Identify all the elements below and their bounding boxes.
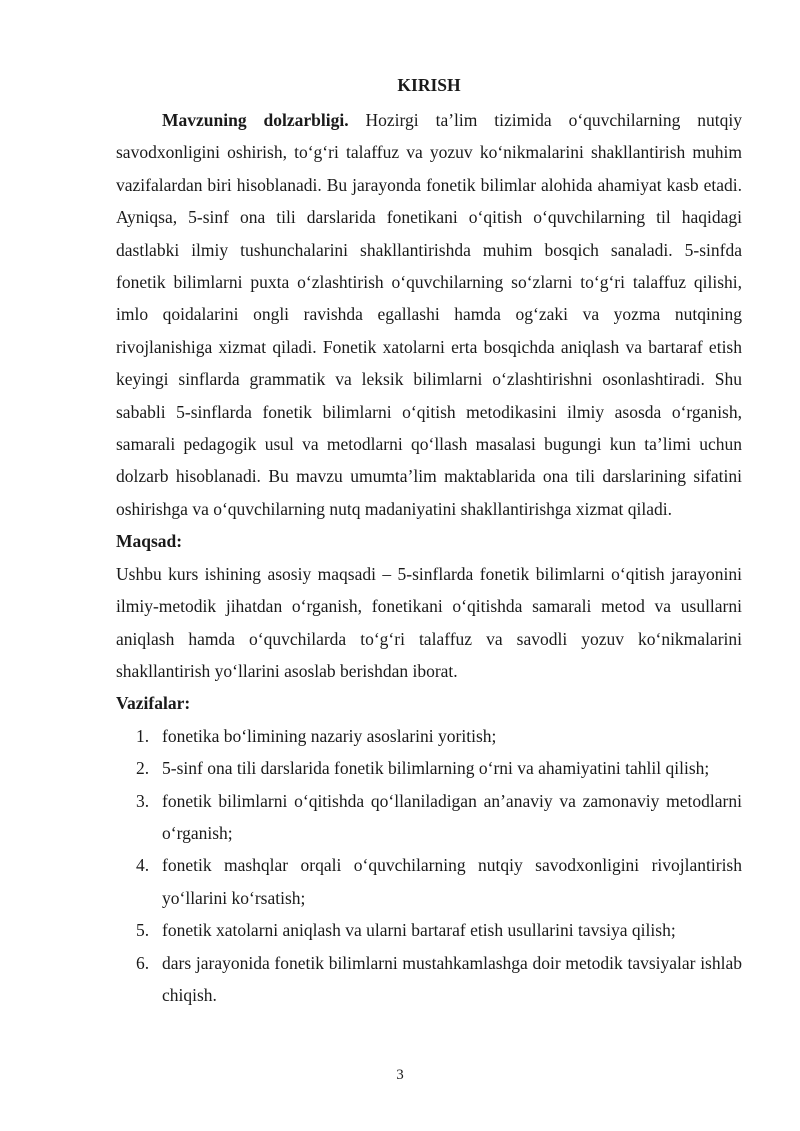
tasks-list bbox=[116, 720, 742, 1012]
list-item bbox=[116, 914, 742, 946]
relevance-text: Hozirgi ta’lim tizimida o‘quvchilarning nutqiy savodxonligini oshirish, to‘g‘ri talaffuz va yozuv ko‘nikmalarini shakllantirish muhim vazifalardan biri hisoblanadi. Bu jarayonda fonetik bilimlar alohida ahamiyat kasb etadi. Ayniqsa, 5-sinf ona tili darslarida fonetikani o‘qitish o‘quvchilarning til haqidagi dastlabki ilmiy tushunchalarini shakllantirishda muhim bosqich sanaladi. 5-sinfda fonetik bilimlarni puxta o‘zlashtirish o‘quvchilarning so‘zlarni to‘g‘ri talaffuz qilishi, imlo qoidalarini ongli ravishda egallashi hamda og‘zaki va yozma nutqining rivojlanishiga xizmat qiladi. Fonetik xatolarni erta bosqichda aniqlash va bartaraf etish keyingi sinflarda grammatik va leksik bilimlarni o‘zlashtirishni osonlashtiradi. Shu sababli 5-sinflarda fonetik bilimlarni o‘qitish metodikasini ilmiy asosda o‘rganish, samarali pedagogik usul va metodlarni qo‘llash masalasi bugungi kun ta’limi uchun dolzarb hisoblanadi. Bu mavzu umumta’lim maktablarida ona tili darslarining sifatini oshirishga va o‘quvchilarning nutq madaniyatini shakllantirishga xizmat qiladi. bbox=[116, 110, 742, 519]
goal-paragraph: Ushbu kurs ishining asosiy maqsadi – 5-sinflarda fonetik bilimlarni o‘qitish jarayonini ilmiy-metodik jihatdan o‘rganish, fonetikani o‘qitishda samarali metod va usullarni aniqlash hamda o‘quvchilarda to‘g‘ri talaffuz va savodli yozuv ko‘nikmalarini shakllantirish yo‘llarini asoslab berishdan iborat. bbox=[116, 563, 742, 681]
list-item bbox=[116, 752, 742, 784]
list-item-text: fonetik xatolarni aniqlash va ularni bartaraf etish usullarini tavsiya qilish; bbox=[162, 920, 676, 941]
goal-heading: Maqsad: bbox=[116, 531, 183, 552]
page-title: KIRISH bbox=[397, 75, 461, 95]
list-item-number: 2. bbox=[136, 758, 150, 779]
list-item-number: 4. bbox=[136, 855, 150, 876]
list-item-number: 5. bbox=[136, 920, 150, 941]
relevance-paragraph bbox=[116, 104, 742, 525]
list-item-text: 5-sinf ona tili darslarida fonetik bilimlarning o‘rni va ahamiyatini tahlil qilish; bbox=[162, 758, 710, 779]
list-item-number: 6. bbox=[136, 952, 150, 973]
tasks-heading: Vazifalar: bbox=[116, 693, 191, 714]
list-item bbox=[116, 849, 742, 914]
page-number: 3 bbox=[396, 1067, 404, 1083]
relevance-label: Mavzuning dolzarbligi. bbox=[162, 110, 349, 130]
list-item bbox=[116, 785, 742, 850]
list-item-text: fonetik bilimlarni o‘qitishda qo‘llaniladigan an’anaviy va zamonaviy metodlarni o‘rganish; bbox=[162, 790, 742, 843]
list-item-text: dars jarayonida fonetik bilimlarni mustahkamlashga doir metodik tavsiyalar ishlab chiqish. bbox=[162, 952, 742, 1005]
list-item-text: fonetika bo‘limining nazariy asoslarini yoritish; bbox=[162, 725, 497, 746]
list-item-number: 3. bbox=[136, 790, 150, 811]
list-item bbox=[116, 720, 742, 752]
list-item-text: fonetik mashqlar orqali o‘quvchilarning nutqiy savodxonligini rivojlantirish yo‘llarini ko‘rsatish; bbox=[162, 855, 742, 908]
list-item bbox=[116, 947, 742, 1012]
list-item-number: 1. bbox=[136, 725, 150, 746]
